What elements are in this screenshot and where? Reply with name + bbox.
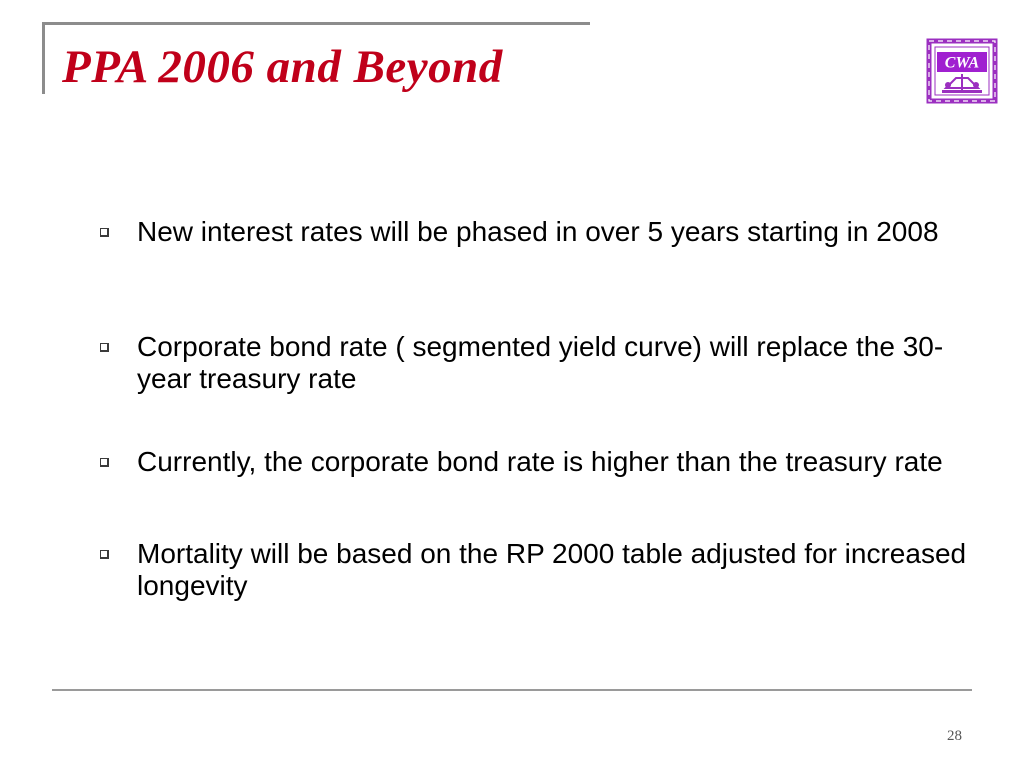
cwa-logo-icon [926,38,998,104]
page-number: 28 [947,728,962,744]
title-corner-vertical-rule [42,22,45,94]
square-bullet-icon [100,458,109,467]
logo-text: CWA [944,54,980,72]
title-corner-horizontal-rule [42,22,590,25]
bullet-text: Corporate bond rate ( segmented yield curve) will replace the 30-year treasury rate [137,331,944,394]
bullet-text: Currently, the corporate bond rate is higher than the treasury rate [137,446,943,477]
slide-title: PPA 2006 and Beyond [62,41,503,93]
square-bullet-icon [100,343,109,352]
square-bullet-icon [100,550,109,559]
square-bullet-icon [100,228,109,237]
bullet-text: Mortality will be based on the RP 2000 table adjusted for increased longevity [137,538,967,601]
footer-divider [52,689,972,691]
bullet-text: New interest rates will be phased in over 5 years starting in 2008 [137,216,939,247]
